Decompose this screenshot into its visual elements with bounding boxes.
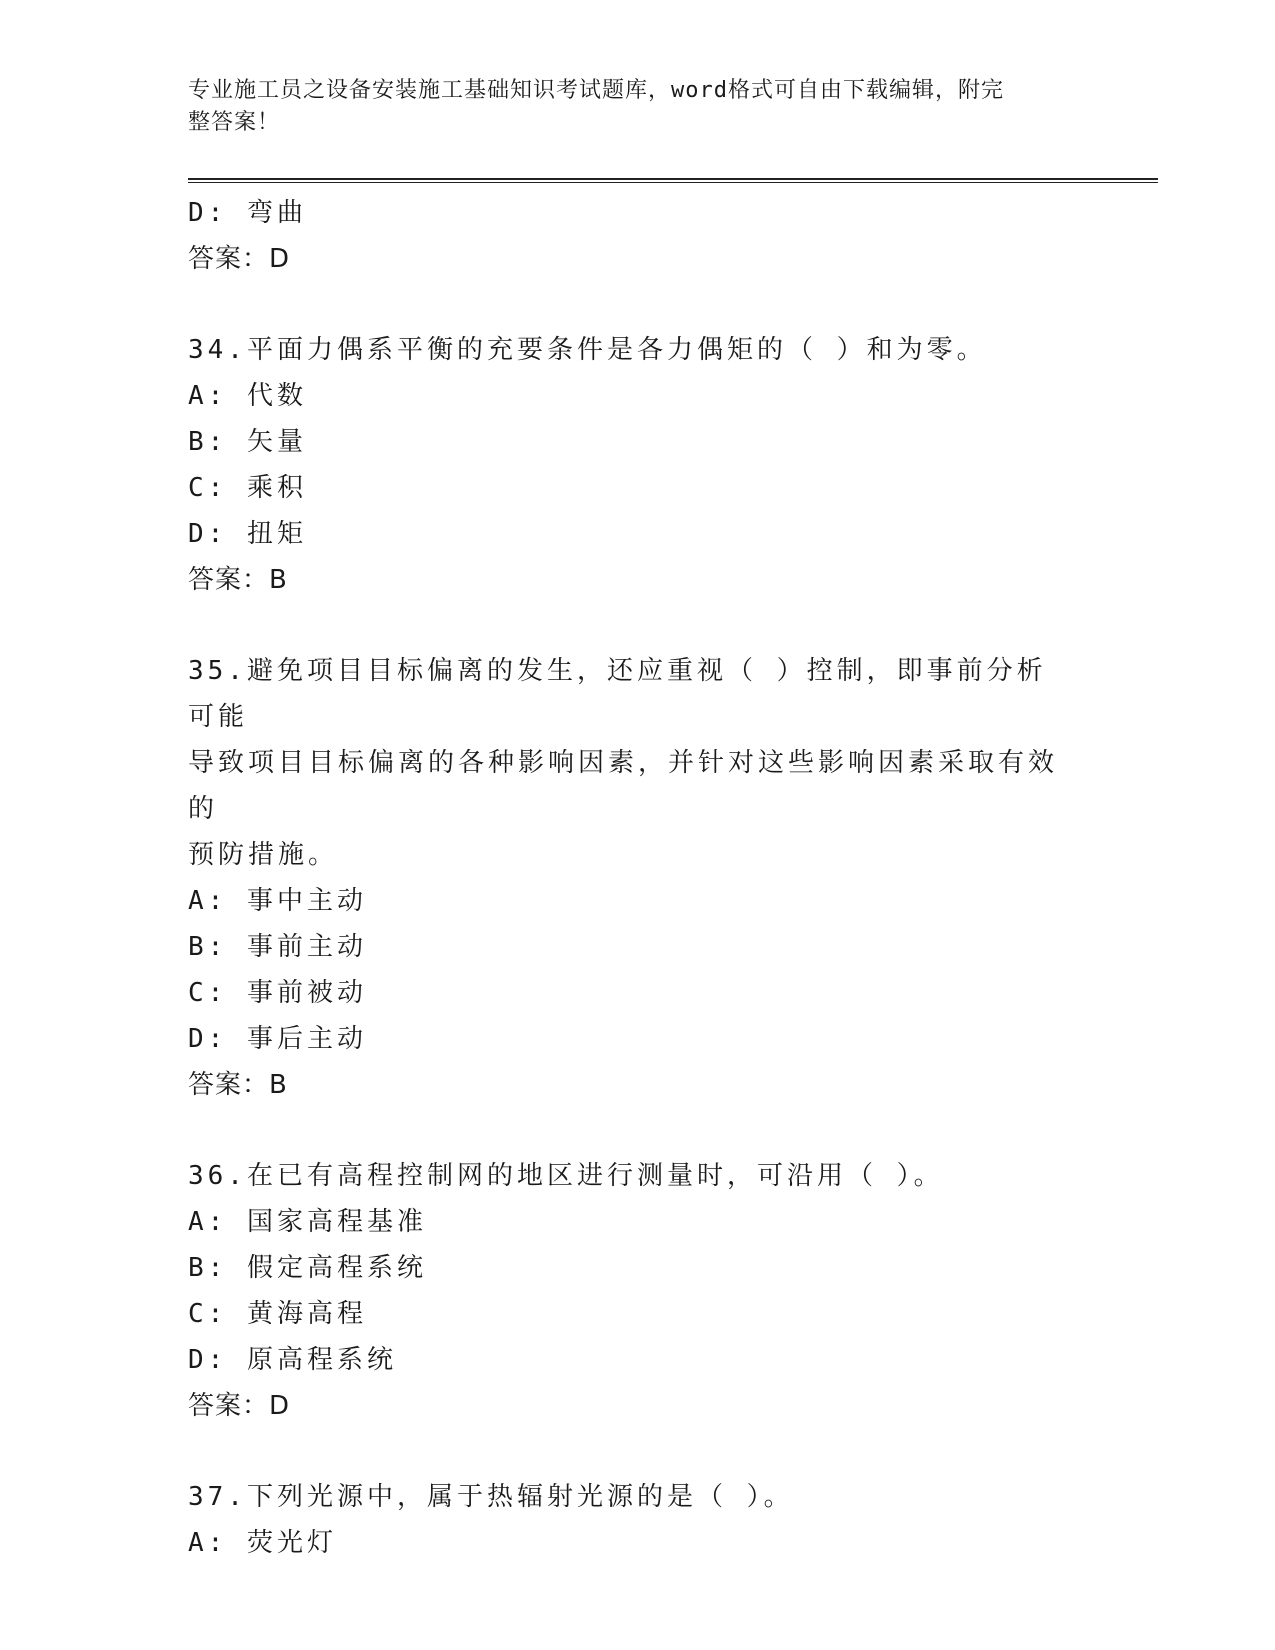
question-text: 34.平面力偶系平衡的充要条件是各力偶矩的（ ）和为零。 (188, 335, 987, 365)
option-b: B: 矢量 (188, 427, 307, 457)
option-c: C: 黄海高程 (188, 1299, 367, 1329)
question-list (188, 190, 1068, 1566)
question-34 (188, 327, 1068, 603)
question-text-line-1: 35.避免项目目标偏离的发生，还应重视（ ）控制，即事前分析可能 (188, 656, 1047, 732)
question-text: 36.在已有高程控制网的地区进行测量时，可沿用（ ）。 (188, 1161, 944, 1191)
answer-line: 答案：D (188, 1391, 291, 1421)
option-c: C: 事前被动 (188, 978, 367, 1008)
option-b: B: 事前主动 (188, 932, 367, 962)
header-line-1: 专业施工员之设备安装施工基础知识考试题库，word格式可自由下载编辑，附完 (188, 78, 1004, 103)
option-a: A: 国家高程基准 (188, 1207, 427, 1237)
question-35 (188, 648, 1068, 1108)
answer-line: 答案：D (188, 244, 291, 274)
option-a: A: 荧光灯 (188, 1528, 337, 1558)
option-a: A: 事中主动 (188, 886, 367, 916)
question-33-fragment (188, 190, 1068, 282)
document-header (188, 75, 1068, 139)
option-b: B: 假定高程系统 (188, 1253, 427, 1283)
question-text-line-2: 导致项目目标偏离的各种影响因素，并针对这些影响因素采取有效的 (188, 748, 1059, 824)
option-a: A: 代数 (188, 381, 307, 411)
question-text-line-3: 预防措施。 (188, 840, 339, 870)
question-36 (188, 1153, 1068, 1429)
option-d: D: 事后主动 (188, 1024, 367, 1054)
answer-line: 答案：B (188, 1070, 288, 1100)
question-text: 37.下列光源中，属于热辐射光源的是（ ）。 (188, 1482, 794, 1512)
option-d: D: 原高程系统 (188, 1345, 397, 1375)
option-d: D: 扭矩 (188, 519, 307, 549)
option-c: C: 乘积 (188, 473, 307, 503)
answer-line: 答案：B (188, 565, 288, 595)
option-d: D: 弯曲 (188, 198, 307, 228)
question-37 (188, 1474, 1068, 1566)
header-line-2: 整答案！ (188, 110, 281, 135)
header-divider (188, 178, 1158, 183)
